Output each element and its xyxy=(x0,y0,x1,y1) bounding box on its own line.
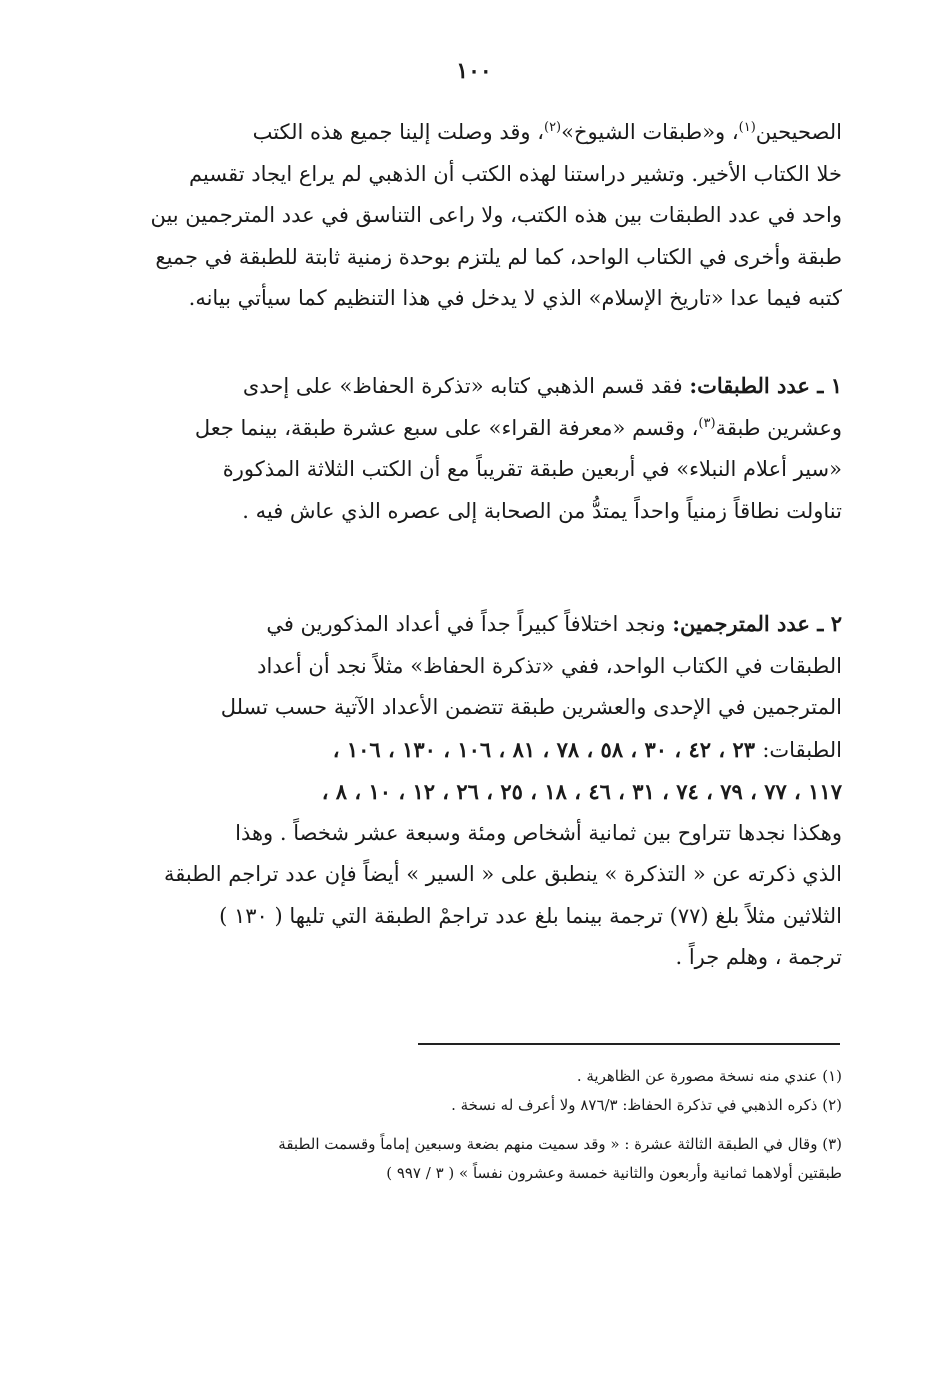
intro-paragraph xyxy=(138,112,842,320)
intro-line-2: خلا الكتاب الأخير. وتشير دراستنا لهذه الكتب أن الذهبي لم يراع ايجاد تقسيم xyxy=(189,161,842,186)
section1-line-4: تناولت نطاقاً زمنياً واحداً يمتدُّ من الصحابة إلى عصره الذي عاش فيه . xyxy=(242,498,842,523)
section1-line-3: «سير أعلام النبلاء» في أربعين طبقة تقريباً مع أن الكتب الثلاثة المذكورة xyxy=(222,457,842,481)
footnote-ref-1[interactable]: (١) xyxy=(738,120,756,135)
section2-line-7: الذي ذكرته عن « التذكرة » ينطبق على « السير » أيضاً فإن عدد تراجم الطبقة xyxy=(163,862,842,886)
classes-label: الطبقات: xyxy=(762,737,842,762)
section2-line-1-text: ونجد اختلافاً كبيراً جداً في أعداد المذكورين في xyxy=(266,612,673,636)
footnote-3-line-2: طبقتين أولاهما ثمانية وأربعون والثانية خمسة وعشرون نفساً » ( ٣ / ٩٩٧ ) xyxy=(386,1164,842,1182)
section2-line-2: الطبقات في الكتاب الواحد، ففي «تذكرة الحفاظ» مثلاً نجد أن أعداد xyxy=(257,653,842,678)
section2-line-3: المترجمين في الإحدى والعشرين طبقة تتضمن الأعداد الآتية حسب تسلل xyxy=(220,695,842,719)
section1-line-2b: ، وقسم «معرفة القراء» على سبع عشرة طبقة، بينما جعل xyxy=(194,415,699,440)
class-counts-line-1: ٢٣ ، ٤٢ ، ٣٠ ، ٥٨ ، ٧٨ ، ٨١ ، ١٠٦ ، ١٣٠ ، ١٠٦ ، xyxy=(332,736,763,762)
section1-line-1-text: فقد قسم الذهبي كتابه «تذكرة الحفاظ» على إحدى xyxy=(242,374,690,398)
class-counts-line-2: ١١٧ ، ٧٧ ، ٧٩ ، ٧٤ ، ٣١ ، ٤٦ ، ١٨ ، ٢٥ ، ٢٦ ، ١٢ ، ١٠ ، ٨ ، xyxy=(321,779,842,804)
section2-line-9: ترجمة ، وهلم جراً . xyxy=(675,945,842,969)
section2-heading: ٢ ـ عدد المترجمين: xyxy=(672,611,842,636)
section-number-of-classes xyxy=(138,365,842,532)
footnotes xyxy=(138,1062,842,1188)
intro-line-5: كتبه فيما عدا «تاريخ الإسلام» الذي لا يدخل في هذا التنظيم كما سيأتي بيانه. xyxy=(188,286,842,310)
section1-line-2 xyxy=(138,408,842,450)
section1-line-2a: وعشرين طبقة xyxy=(715,415,842,440)
footnote-ref-3[interactable]: (٣) xyxy=(698,415,716,431)
page-number: ١٠٠ xyxy=(456,58,492,84)
intro-line-1: الصحيحين$^{(١)}$، و«طبقات الشيوخ»$^{(٢)}$، وقد وصلت إلينا جميع هذه الكتب xyxy=(252,120,842,144)
section2-line-4 xyxy=(138,729,842,772)
section1-heading: ١ ـ عدد الطبقات: xyxy=(689,373,842,398)
footnote-ref-2[interactable]: (٢) xyxy=(543,120,562,135)
section2-line-8: الثلاثين مثلاً بلغ (٧٧) ترجمة بينما بلغ عدد تراجمْ الطبقة التي تليها ( ١٣٠ ) xyxy=(219,903,842,928)
section2-line-6: وهكذا نجدها تتراوح بين ثمانية أشخاص ومئة وسبعة عشر شخصاً . وهذا xyxy=(235,820,842,845)
footnote-3-line-1: (٣) وقال في الطبقة الثالثة عشرة : « وقد سميت منهم بضعة وسبعين إماماً وقسمت الطبقة xyxy=(278,1135,842,1153)
section-number-of-biographees xyxy=(138,603,842,979)
intro-line-3: واحد في عدد الطبقات بين هذه الكتب، ولا راعى التناسق في عدد المترجمين بين xyxy=(150,203,842,227)
section2-line-1 xyxy=(138,603,842,646)
intro-line-4: طبقة وأخرى في الكتاب الواحد، كما لم يلتزم بوحدة زمنية ثابتة للطبقة في جميع xyxy=(155,244,842,269)
footnote-2: (٢) ذكره الذهبي في تذكرة الحفاظ: ٨٧٦/٣ ولا أعرف له نسخة . xyxy=(451,1096,842,1114)
section1-line-1 xyxy=(138,365,842,408)
footnote-1: (١) عندي منه نسخة مصورة عن الظاهرية . xyxy=(576,1067,842,1085)
footnote-divider xyxy=(418,1043,840,1045)
